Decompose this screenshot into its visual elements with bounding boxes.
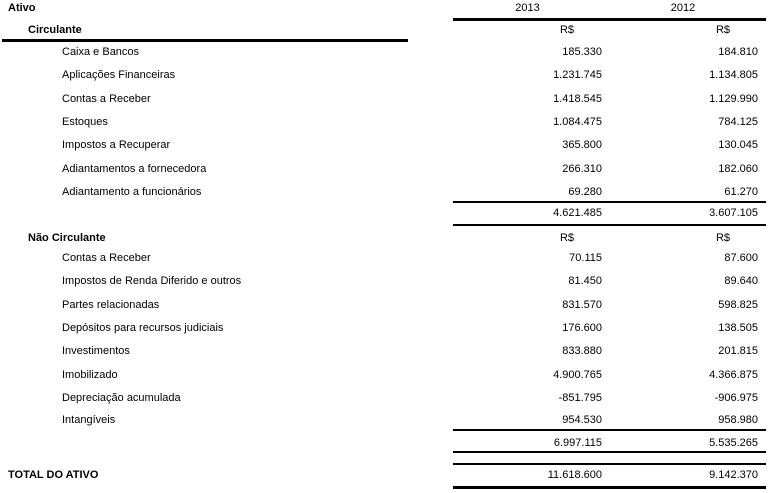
section-title-nao-circulante: Não Circulante [28,232,106,244]
row-label: Contas a Receber [62,252,151,264]
row-label: Caixa e Bancos [62,46,140,58]
row-label: Impostos de Renda Diferido e outros [62,275,242,287]
currency-label-2013: R$ [559,24,574,36]
currency-label-2013: R$ [559,232,574,244]
subtotal-bottom-rule [453,451,766,453]
table-row [0,364,769,386]
table-row [0,409,769,431]
value-2013: 70.115 [569,252,602,264]
table-row [0,294,769,316]
table-row [0,41,769,63]
value-2013: 831.570 [562,299,602,311]
value-2013: 954.530 [562,414,602,426]
value-2012: -906.975 [714,392,758,404]
row-label: Contas a Receber [62,93,151,105]
value-2013: 1.231.745 [553,69,602,81]
page-title: Ativo [8,2,36,14]
value-2013: -851.795 [558,392,602,404]
value-2012: 87.600 [724,252,758,264]
subtotal-2013: 6.997.115 [553,437,602,449]
table-row [0,387,769,409]
row-label: Intangíveis [62,414,116,426]
grand-total-label: TOTAL DO ATIVO [8,469,99,481]
grand-total-row [0,463,769,487]
value-2013: 833.880 [562,345,602,357]
row-label: Investimentos [62,345,130,357]
value-2013: 4.900.765 [553,369,602,381]
table-row [0,134,769,156]
table-row [0,64,769,86]
value-2012: 89.640 [724,275,758,287]
grand-total-2012: 9.142.370 [709,469,758,481]
table-row [0,88,769,110]
grand-total-bottom-rule [453,486,766,489]
row-label: Adiantamento a funcionários [62,186,202,198]
value-2012: 138.505 [718,322,758,334]
row-label: Depósitos para recursos judiciais [62,322,224,334]
section-title-circulante: Circulante [28,24,82,36]
value-2012: 201.815 [718,345,758,357]
row-label: Aplicações Financeiras [62,69,176,81]
value-2012: 182.060 [718,163,758,175]
subtotal-2012: 5.535.265 [709,437,758,449]
value-2013: 81.450 [568,275,602,287]
table-row [0,111,769,133]
value-2012: 61.270 [724,186,758,198]
value-2012: 184.810 [718,46,758,58]
currency-label-2012: R$ [715,232,730,244]
row-label: Depreciação acumulada [62,392,181,404]
subtotal-bottom-rule [453,224,766,226]
value-2012: 4.366.875 [709,369,758,381]
value-2012: 958.980 [718,414,758,426]
table-row [0,340,769,362]
value-2013: 176.600 [562,322,602,334]
value-2013: 185.330 [562,46,602,58]
row-label: Estoques [62,116,108,128]
table-row [0,181,769,203]
value-2012: 1.134.805 [709,69,758,81]
row-label: Impostos a Recuperar [62,139,171,151]
value-2012: 1.129.990 [709,93,758,105]
value-2012: 598.825 [718,299,758,311]
table-row [0,317,769,339]
row-label: Imobilizado [62,369,118,381]
value-2012: 784.125 [718,116,758,128]
value-2013: 266.310 [562,163,602,175]
currency-label-2012: R$ [715,24,730,36]
subtotal-2013: 4.621.485 [553,207,602,219]
row-label: Partes relacionadas [62,299,160,311]
year-column-header-2013: 2013 [515,2,540,14]
value-2013: 69.280 [568,186,602,198]
year-column-header-2012: 2012 [670,2,696,14]
section-header-row-circulante [0,19,769,41]
subtotal-top-rule [453,429,766,431]
value-2013: 1.084.475 [553,116,602,128]
header-row [0,0,769,19]
table-row [0,158,769,180]
row-label: Adiantamentos a fornecedora [62,163,207,175]
value-2013: 1.418.545 [553,93,602,105]
value-2013: 365.800 [562,139,602,151]
table-row [0,270,769,292]
subtotal-row-circulante [0,202,769,224]
grand-total-2013: 11.618.600 [547,469,602,481]
value-2012: 130.045 [718,139,758,151]
subtotal-2012: 3.607.105 [709,207,758,219]
section-header-row-nao-circulante [0,227,769,249]
table-row [0,247,769,269]
